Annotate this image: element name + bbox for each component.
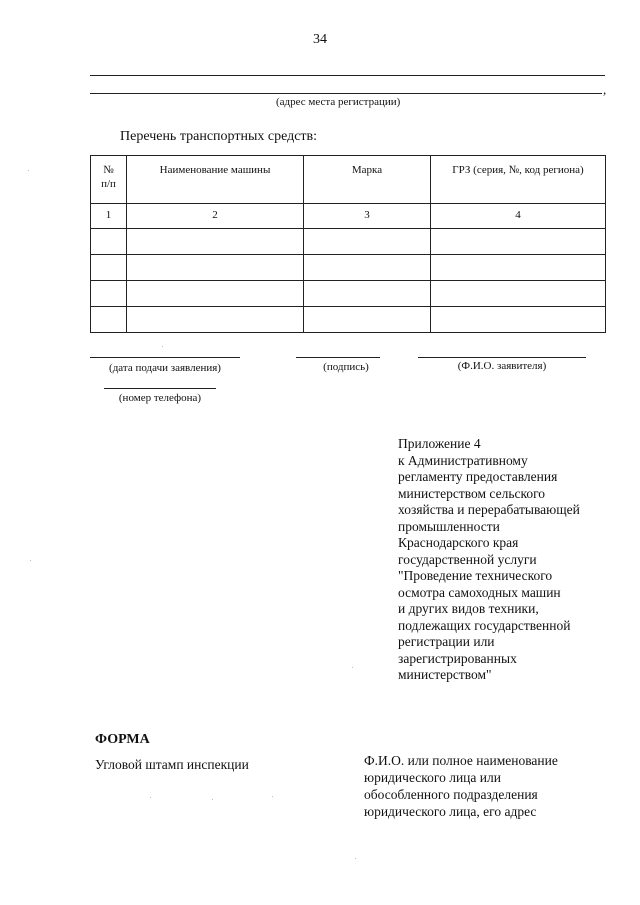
appendix-line: промышленности [398,518,500,534]
table-cell: 1 [91,204,127,229]
appendix-line: к Административному [398,452,528,468]
scan-speck [150,797,151,798]
appendix-line: "Проведение технического [398,568,553,583]
table-cell [127,307,304,333]
appendix-line: министерством" [398,667,492,682]
table-row [91,255,606,281]
scan-speck [162,346,163,347]
scan-speck [272,796,273,797]
table-cell [91,255,127,281]
signature-caption: (подпись) [323,361,369,373]
appendix-line: и других видов техники, [398,601,539,616]
appendix-line: осмотра самоходных машин [398,584,561,600]
phone-line [104,388,216,389]
column-numbers-row [91,204,606,229]
appendix-line: Краснодарского края [398,535,519,550]
scan-speck [28,170,29,171]
scan-speck [355,858,356,859]
recipient-block [364,752,558,820]
table-cell [304,307,431,333]
appendix-line: зарегистрированных [398,650,517,666]
scan-speck [352,667,353,668]
appendix-line: регламенту предоставления [398,469,558,484]
table-header-row [91,156,606,204]
table-cell [431,229,606,255]
table-cell [304,229,431,255]
table-cell [91,229,127,255]
table-row [91,307,606,333]
column-header-machine-name: Наименование машины [127,156,304,204]
table-cell [127,229,304,255]
phone-caption: (номер телефона) [118,392,202,404]
table-cell [127,255,304,281]
appendix-block [398,436,628,684]
form-title: ФОРМА [95,732,150,747]
applicant-name-caption: (Ф.И.О. заявителя) [457,360,547,372]
recipient-line: обособленного подразделения [364,787,538,802]
appendix-line: министерством сельского [398,485,546,501]
appendix-line: регистрации или [398,634,495,649]
recipient-line: юридического лица или [364,770,501,785]
recipient-line: юридического лица, его адрес [364,804,537,819]
scan-speck [30,560,31,561]
appendix-line: Приложение 4 [398,436,481,451]
page-number: 34 [313,32,327,47]
table-cell [431,307,606,333]
vehicle-list-heading: Перечень транспортных средств: [120,129,318,144]
recipient-line: Ф.И.О. или полное наименование [364,753,558,768]
table-cell [304,281,431,307]
table-cell: 3 [304,204,431,229]
column-header-plate: ГРЗ (серия, №, код региона) [431,156,606,204]
column-header-number [91,156,127,204]
table-cell: 2 [127,204,304,229]
vehicle-table [90,155,606,333]
column-header-number-text: № п/п [101,164,116,190]
date-line [90,357,240,358]
table-cell: 4 [431,204,606,229]
address-line-2 [90,93,602,94]
table-cell [431,281,606,307]
appendix-line: государственной услуги [398,551,537,567]
address-caption: (адрес места регистрации) [276,96,401,108]
table-row [91,229,606,255]
applicant-name-line [418,357,586,358]
address-trailing-comma: , [603,82,607,97]
table-cell [91,307,127,333]
appendix-line: подлежащих государственной [398,617,571,633]
table-cell [127,281,304,307]
table-cell [431,255,606,281]
date-caption: (дата подачи заявления) [109,362,221,374]
appendix-line: хозяйства и перерабатывающей [398,502,580,517]
corner-stamp-label: Угловой штамп инспекции [95,757,249,772]
table-cell [304,255,431,281]
table-cell [91,281,127,307]
address-line-1 [90,75,605,76]
column-header-brand: Марка [304,156,431,204]
table-row [91,281,606,307]
scan-speck [212,799,213,800]
signature-line [296,357,380,358]
